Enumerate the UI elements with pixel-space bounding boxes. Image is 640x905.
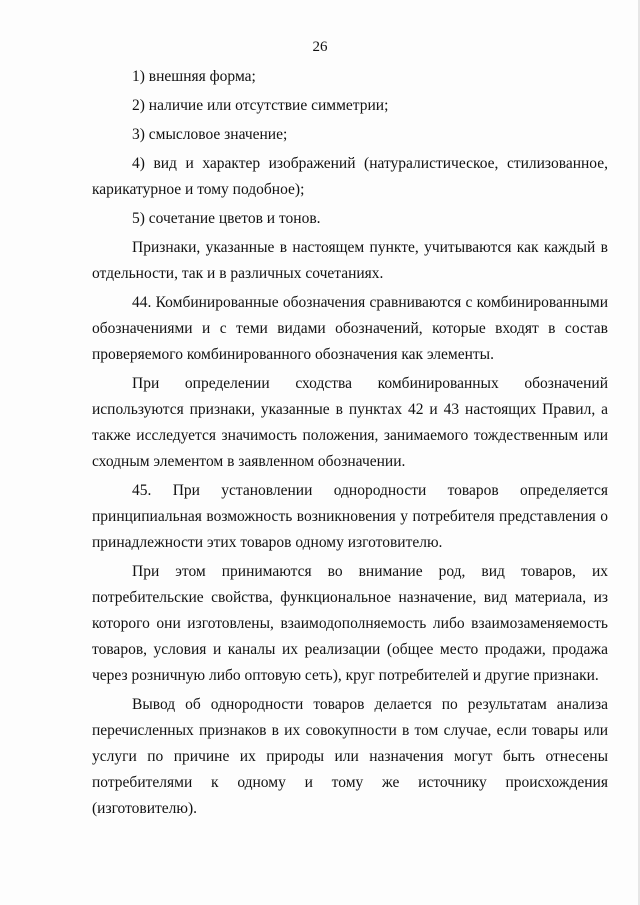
list-item-external-form: 1) внешняя форма; [132,68,256,85]
paragraph-clause-44: 44. Комбинированные обозначения сравниваются с комбинированными обозначениями и с теми видами обозначений, которые входят в состав проверяемого комбинированного обозначения как элементы. [92,294,608,363]
paragraph-similarity-determination: При определении сходства комбинированных обозначений используются признаки, указанные в пунктах 42 и 43 настоящих Правил, а также исследуется значимость положения, занимаемого тождественным или сходным элементом в заявленном обозначении. [92,375,608,470]
list-item-meaning: 3) смысловое значение; [132,126,288,143]
paragraph-features-combination: Признаки, указанные в настоящем пункте, учитываются как каждый в отдельности, так и в различных сочетаниях. [92,239,608,282]
paragraph-conclusion: Вывод об однородности товаров делается по результатам анализа перечисленных признаков в их совокупности в том случае, если товары или услуги по причине их природы или назначения могут быть отнесены потребителями к одному и тому же источнику происхождения (изготовителю). [92,696,608,817]
list-item-image-type: 4) вид и характер изображений (натуралистическое, стилизованное, карикатурное и тому подобное); [92,155,608,198]
list-item-symmetry: 2) наличие или отсутствие симметрии; [132,97,389,114]
paragraph-clause-45: 45. При установлении однородности товаров определяется принципиальная возможность возникновения у потребителя представления о принадлежности этих товаров одному изготовителю. [92,482,608,551]
page-number: 26 [312,39,328,55]
list-item-colors: 5) сочетание цветов и тонов. [132,210,321,227]
document-body [92,64,608,825]
paragraph-criteria: При этом принимаются во внимание род, вид товаров, их потребительские свойства, функциональное назначение, вид материала, из которого они изготовлены, взаимодополняемость либо взаимозаменяемость товаров, условия и каналы их реализации (общее место продажи, продажа через розничную либо оптовую сеть), круг потребителей и другие признаки. [92,563,608,684]
